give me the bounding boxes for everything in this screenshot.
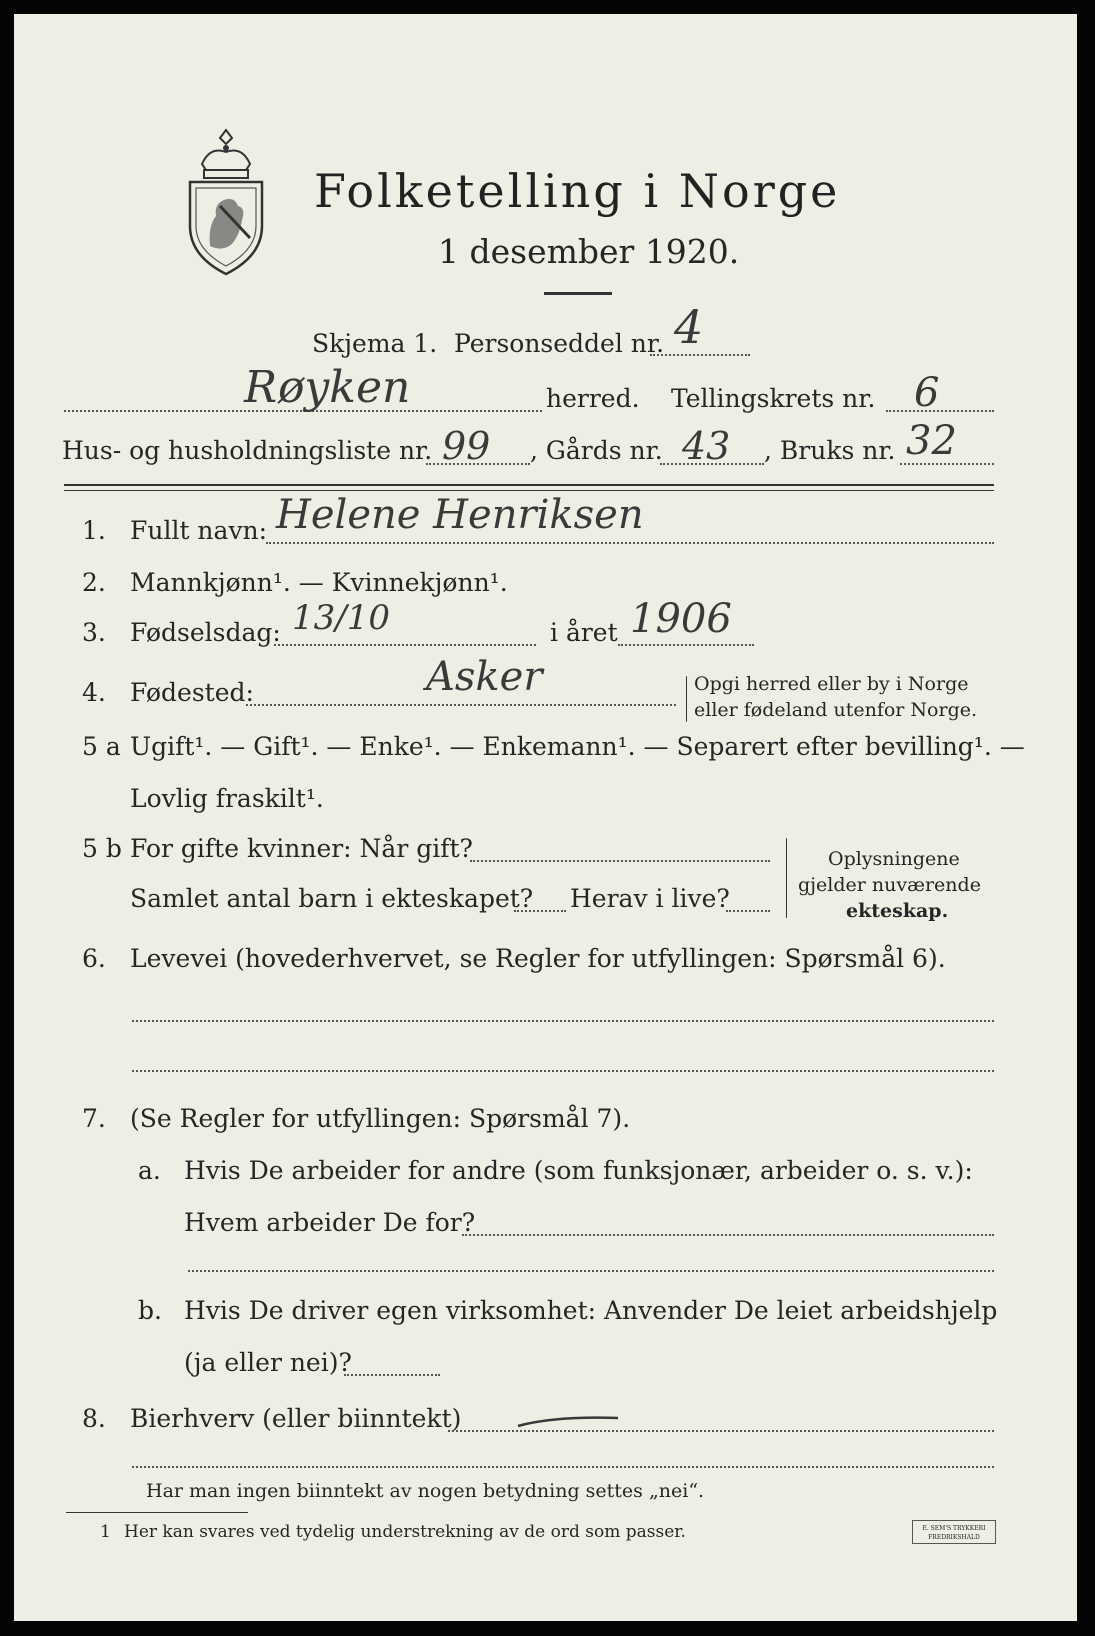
- header-rule-1: [64, 484, 994, 486]
- printer-stamp-line2: FREDRIKSHALD: [928, 1534, 980, 1541]
- q3-label: Fødselsdag:: [130, 618, 281, 647]
- husliste-value[interactable]: 99: [442, 424, 491, 468]
- marriage-note-line1: Oplysningene: [828, 848, 960, 870]
- marriage-note-line3: ekteskap.: [846, 900, 949, 922]
- norwegian-coat-of-arms-icon: [180, 126, 272, 276]
- q4-label: Fødested:: [130, 678, 254, 707]
- gards-label: , Gårds nr.: [530, 436, 663, 465]
- census-form-page: [14, 14, 1077, 1621]
- q5a-number: 5 a: [82, 732, 121, 761]
- tellingskrets-value[interactable]: 6: [914, 370, 940, 416]
- q1-number: 1.: [82, 516, 106, 545]
- children-count-label: Samlet antal barn i ekteskapet?: [130, 884, 534, 913]
- q7-number: 7.: [82, 1104, 106, 1133]
- birth-year-value[interactable]: 1906: [630, 596, 732, 642]
- birthday-value[interactable]: 13/10: [292, 598, 390, 638]
- children-alive-label: Herav i live?: [570, 884, 730, 913]
- birthplace-note-line2: eller fødeland utenfor Norge.: [694, 699, 978, 721]
- footnote-text: Her kan svares ved tydelig understrekning av de ord som passer.: [124, 1522, 686, 1542]
- bruks-label: , Bruks nr.: [764, 436, 896, 465]
- tellingskrets-field-line: [886, 410, 994, 412]
- q7b-letter: b.: [138, 1296, 162, 1325]
- children-alive-field-line: [726, 910, 770, 912]
- q1-label: Fullt navn:: [130, 516, 268, 545]
- census-date: 1 desember 1920.: [438, 232, 740, 271]
- marital-status-options-cont[interactable]: Lovlig fraskilt¹.: [130, 784, 324, 813]
- full-name-field-line: [266, 542, 994, 544]
- personseddel-value[interactable]: 4: [674, 300, 704, 354]
- birthplace-value[interactable]: Asker: [426, 654, 543, 700]
- q7a-question: Hvis De arbeider for andre (som funksjonær, arbeider o. s. v.):: [184, 1156, 973, 1185]
- tellingskrets-label: Tellingskrets nr.: [671, 384, 876, 413]
- side-income-field-line: [448, 1430, 994, 1432]
- birthplace-field-line: [246, 704, 676, 706]
- hired-help-label: (ja eller nei)?: [184, 1348, 352, 1377]
- husliste-label: Hus- og husholdningsliste nr.: [62, 436, 433, 465]
- side-income-label: Bierhverv (eller biinntekt): [130, 1404, 462, 1433]
- footnote-marker: 1: [100, 1522, 111, 1542]
- gards-value[interactable]: 43: [682, 424, 731, 468]
- q5b-number: 5 b: [82, 834, 122, 863]
- q4-number: 4.: [82, 678, 106, 707]
- bruks-value[interactable]: 32: [906, 418, 957, 464]
- q7b-question: Hvis De driver egen virksomhet: Anvender De leiet arbeidshjelp: [184, 1296, 998, 1325]
- personseddel-field-line: [650, 354, 750, 356]
- birthday-field-line: [274, 644, 536, 646]
- children-count-field-line: [514, 910, 566, 912]
- married-when-label: For gifte kvinner: Når gift?: [130, 834, 473, 863]
- side-income-dash-mark: [514, 1410, 624, 1430]
- gender-options[interactable]: Mannkjønn¹. — Kvinnekjønn¹.: [130, 568, 508, 597]
- q6-number: 6.: [82, 944, 106, 973]
- skjema-label: Skjema 1.: [312, 329, 438, 358]
- employer-field-line-2: [188, 1270, 994, 1272]
- personseddel-label: Personseddel nr.: [454, 329, 665, 358]
- occupation-field-line-2: [132, 1070, 994, 1072]
- occupation-field-line-1: [132, 1020, 994, 1022]
- form-title: Folketelling i Norge: [314, 164, 841, 218]
- employer-label: Hvem arbeider De for?: [184, 1208, 476, 1237]
- hired-help-field-line: [344, 1374, 440, 1376]
- full-name-value[interactable]: Helene Henriksen: [276, 492, 644, 538]
- employer-field-line: [462, 1234, 994, 1236]
- year-label: i året: [550, 618, 618, 647]
- q7a-letter: a.: [138, 1156, 161, 1185]
- occupation-label: Levevei (hovederhvervet, se Regler for utfyllingen: Spørsmål 6).: [130, 944, 946, 973]
- married-when-field-line: [470, 860, 770, 862]
- footnote-rule: [66, 1512, 248, 1513]
- birth-year-field-line: [618, 644, 754, 646]
- side-income-note: Har man ingen biinntekt av nogen betydning settes „nei“.: [146, 1480, 705, 1502]
- q2-number: 2.: [82, 568, 106, 597]
- q8-number: 8.: [82, 1404, 106, 1433]
- side-income-field-line-2: [132, 1466, 994, 1468]
- q7-label: (Se Regler for utfyllingen: Spørsmål 7).: [130, 1104, 631, 1133]
- birthplace-note-line1: Opgi herred eller by i Norge: [694, 673, 969, 695]
- header-rule-2: [64, 490, 994, 491]
- printer-stamp: [912, 1520, 996, 1544]
- birthplace-note-brace: [686, 676, 687, 722]
- q3-number: 3.: [82, 618, 106, 647]
- herred-value[interactable]: Røyken: [244, 362, 411, 413]
- herred-label: herred.: [546, 384, 640, 413]
- printer-stamp-line1: E. SEM'S TRYKKERI: [922, 1525, 986, 1532]
- marital-status-options[interactable]: Ugift¹. — Gift¹. — Enke¹. — Enkemann¹. — Separert efter bevilling¹. —: [130, 732, 1025, 761]
- marriage-note-line2: gjelder nuværende: [798, 874, 981, 896]
- title-divider: [544, 292, 612, 295]
- marriage-note-brace: [786, 838, 787, 918]
